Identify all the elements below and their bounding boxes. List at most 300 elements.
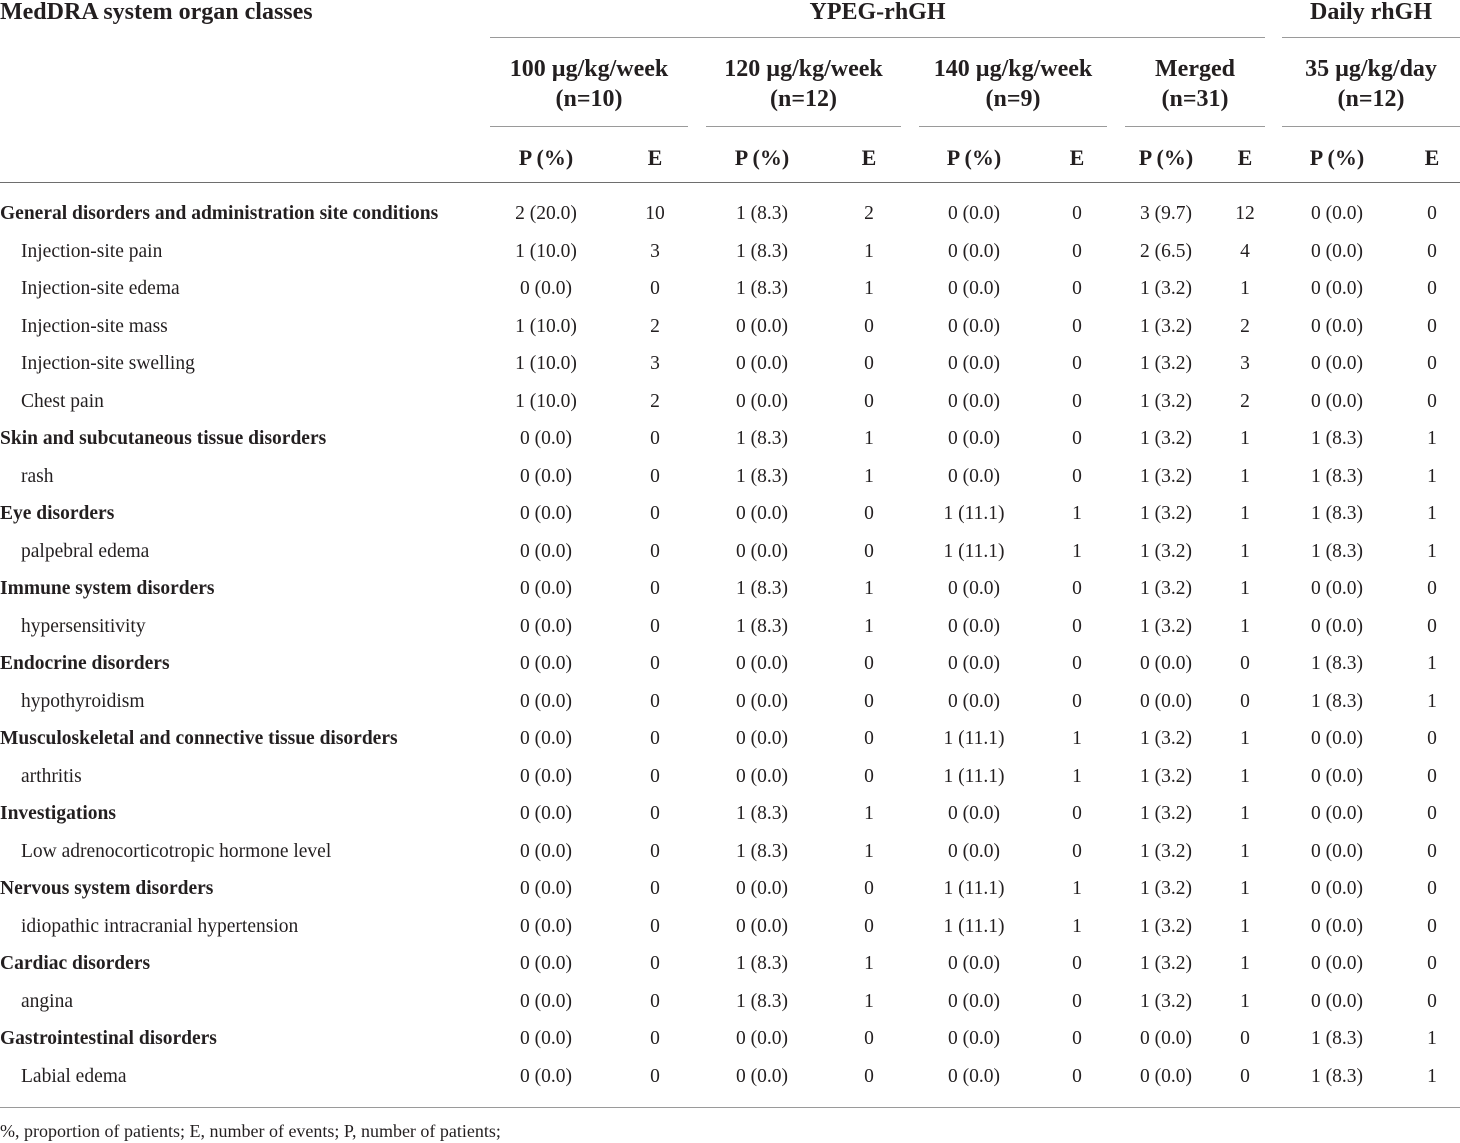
events-cell: 1 bbox=[864, 990, 874, 1012]
patients-cell: 0 (0.0) bbox=[1140, 653, 1192, 674]
patients-cell: 1 (11.1) bbox=[943, 765, 1005, 787]
adverse-event-row bbox=[0, 345, 1460, 383]
patients-cell: 0 (0.0) bbox=[948, 315, 1000, 337]
row-label: Injection-site pain bbox=[21, 240, 163, 262]
patients-cell: 0 (0.0) bbox=[1311, 765, 1363, 787]
row-label: Labial edema bbox=[21, 1065, 127, 1087]
patients-cell: 0 (0.0) bbox=[948, 203, 1000, 224]
dose-label: 140 µg/kg/week bbox=[933, 56, 1093, 82]
patients-cell: 1 (11.1) bbox=[943, 728, 1005, 749]
dose-column-header bbox=[490, 54, 688, 114]
patients-cell: 0 (0.0) bbox=[948, 240, 1000, 262]
patients-cell: 0 (0.0) bbox=[948, 840, 1000, 862]
events-cell: 0 bbox=[1427, 390, 1437, 412]
adverse-event-row bbox=[0, 908, 1460, 946]
events-cell: 0 bbox=[1072, 353, 1082, 374]
patients-cell: 0 (0.0) bbox=[948, 428, 1000, 449]
patients-cell: 0 (0.0) bbox=[520, 540, 572, 562]
row-label: Low adrenocorticotropic hormone level bbox=[21, 840, 332, 862]
events-cell: 0 bbox=[1427, 315, 1437, 337]
events-cell: 0 bbox=[1072, 278, 1082, 299]
patients-cell: 1 (8.3) bbox=[736, 953, 788, 974]
row-label: hypersensitivity bbox=[21, 615, 146, 637]
events-cell: 0 bbox=[650, 1065, 660, 1087]
patients-cell: 1 (8.3) bbox=[736, 465, 788, 487]
events-cell: 2 bbox=[650, 315, 660, 337]
organ-class-row bbox=[0, 645, 1460, 683]
adverse-event-row bbox=[0, 383, 1460, 421]
patients-cell: 0 (0.0) bbox=[736, 728, 788, 749]
patients-cell: 1 (3.2) bbox=[1140, 315, 1192, 337]
dose-rule bbox=[706, 126, 901, 127]
events-cell: 1 bbox=[1427, 653, 1437, 674]
events-cell: 1 bbox=[1240, 428, 1250, 449]
patients-cell: 1 (3.2) bbox=[1140, 878, 1192, 899]
patients-cell: 1 (3.2) bbox=[1140, 840, 1192, 862]
events-cell: 0 bbox=[650, 915, 660, 937]
events-cell: 1 bbox=[1240, 503, 1250, 524]
events-cell: 0 bbox=[864, 315, 874, 337]
header-bottom-rule bbox=[0, 182, 1460, 183]
patients-cell: 1 (3.2) bbox=[1140, 953, 1192, 974]
organ-class-row bbox=[0, 870, 1460, 908]
row-label: Chest pain bbox=[21, 390, 104, 412]
events-cell: 0 bbox=[1072, 315, 1082, 337]
patients-cell: 0 (0.0) bbox=[520, 878, 572, 899]
patients-cell: 0 (0.0) bbox=[948, 390, 1000, 412]
adverse-event-row bbox=[0, 983, 1460, 1021]
events-cell: 0 bbox=[1427, 240, 1437, 262]
patients-cell: 0 (0.0) bbox=[520, 465, 572, 487]
patients-cell: 1 (10.0) bbox=[515, 315, 577, 337]
events-cell: 1 bbox=[864, 240, 874, 262]
dose-column-header bbox=[1125, 54, 1265, 114]
sub-column-header: P (%) bbox=[946, 145, 1002, 170]
patients-cell: 1 (8.3) bbox=[1311, 1065, 1363, 1087]
organ-class-row bbox=[0, 1020, 1460, 1058]
patients-cell: 1 (10.0) bbox=[515, 353, 577, 374]
events-cell: 1 bbox=[864, 953, 874, 974]
events-cell: 1 bbox=[1427, 540, 1437, 562]
events-cell: 1 bbox=[1427, 690, 1437, 712]
events-cell: 1 bbox=[1072, 878, 1082, 899]
events-cell: 1 bbox=[1072, 915, 1082, 937]
events-cell: 0 bbox=[1427, 615, 1437, 637]
patients-cell: 1 (8.3) bbox=[1311, 540, 1363, 562]
patients-cell: 0 (0.0) bbox=[736, 653, 788, 674]
row-label: hypothyroidism bbox=[21, 690, 145, 712]
events-cell: 0 bbox=[864, 1028, 874, 1049]
adverse-event-row bbox=[0, 833, 1460, 871]
events-cell: 0 bbox=[864, 540, 874, 562]
row-label: Eye disorders bbox=[0, 503, 115, 524]
events-cell: 0 bbox=[650, 503, 660, 524]
row-label: Nervous system disorders bbox=[0, 878, 214, 899]
patients-cell: 1 (3.2) bbox=[1140, 353, 1192, 374]
patients-cell: 1 (8.3) bbox=[736, 203, 788, 224]
patients-cell: 0 (0.0) bbox=[520, 803, 572, 824]
patients-cell: 0 (0.0) bbox=[948, 353, 1000, 374]
patients-cell: 0 (0.0) bbox=[948, 1065, 1000, 1087]
events-cell: 1 bbox=[1072, 765, 1082, 787]
events-cell: 0 bbox=[1072, 953, 1082, 974]
events-cell: 2 bbox=[1240, 390, 1250, 412]
row-label: Skin and subcutaneous tissue disorders bbox=[0, 428, 327, 449]
organ-class-row bbox=[0, 720, 1460, 758]
events-cell: 0 bbox=[650, 990, 660, 1012]
patients-cell: 0 (0.0) bbox=[736, 690, 788, 712]
patients-cell: 0 (0.0) bbox=[948, 1028, 1000, 1049]
events-cell: 0 bbox=[650, 1028, 660, 1049]
events-cell: 0 bbox=[864, 653, 874, 674]
sub-column-header: E bbox=[861, 145, 877, 170]
patients-cell: 0 (0.0) bbox=[1140, 1065, 1192, 1087]
events-cell: 1 bbox=[1240, 278, 1250, 299]
patients-cell: 1 (11.1) bbox=[943, 878, 1005, 899]
events-cell: 1 bbox=[864, 578, 874, 599]
patients-cell: 0 (0.0) bbox=[736, 765, 788, 787]
sub-column-header: E bbox=[1069, 145, 1085, 170]
adverse-event-row bbox=[0, 683, 1460, 721]
events-cell: 1 bbox=[1427, 503, 1437, 524]
patients-cell: 0 (0.0) bbox=[736, 503, 788, 524]
events-cell: 3 bbox=[650, 240, 660, 262]
patients-cell: 0 (0.0) bbox=[1311, 728, 1363, 749]
dose-label: 120 µg/kg/week bbox=[724, 56, 883, 82]
organ-class-row bbox=[0, 795, 1460, 833]
organ-class-row bbox=[0, 195, 1460, 233]
patients-cell: 0 (0.0) bbox=[520, 840, 572, 862]
patients-cell: 0 (0.0) bbox=[1311, 915, 1363, 937]
events-cell: 0 bbox=[1072, 653, 1082, 674]
events-cell: 0 bbox=[1427, 353, 1437, 374]
row-label: Injection-site edema bbox=[21, 278, 180, 299]
events-cell: 1 bbox=[864, 803, 874, 824]
events-cell: 0 bbox=[650, 578, 660, 599]
patients-cell: 0 (0.0) bbox=[1311, 803, 1363, 824]
events-cell: 12 bbox=[1235, 203, 1255, 224]
adverse-event-row bbox=[0, 758, 1460, 796]
patients-cell: 0 (0.0) bbox=[520, 653, 572, 674]
events-cell: 1 bbox=[1240, 728, 1250, 749]
events-cell: 0 bbox=[864, 878, 874, 899]
group-header-ypeg-rhgh: YPEG-rhGH bbox=[809, 0, 946, 25]
patients-cell: 0 (0.0) bbox=[736, 353, 788, 374]
events-cell: 1 bbox=[1240, 578, 1250, 599]
adverse-event-row bbox=[0, 533, 1460, 571]
events-cell: 2 bbox=[1240, 315, 1250, 337]
events-cell: 0 bbox=[1072, 390, 1082, 412]
patients-cell: 0 (0.0) bbox=[948, 803, 1000, 824]
events-cell: 0 bbox=[864, 690, 874, 712]
events-cell: 0 bbox=[1072, 203, 1082, 224]
events-cell: 4 bbox=[1240, 240, 1250, 262]
sub-column-header: P (%) bbox=[518, 145, 574, 170]
events-cell: 0 bbox=[1427, 203, 1437, 224]
dose-n: (n=9) bbox=[985, 86, 1041, 112]
group-rule-ypeg bbox=[490, 37, 1265, 38]
row-label: arthritis bbox=[21, 765, 82, 787]
events-cell: 1 bbox=[864, 840, 874, 862]
events-cell: 1 bbox=[1240, 803, 1250, 824]
dose-label: Merged bbox=[1155, 56, 1235, 82]
dose-column-header bbox=[1282, 54, 1460, 114]
events-cell: 0 bbox=[864, 728, 874, 749]
events-cell: 0 bbox=[1072, 840, 1082, 862]
events-cell: 0 bbox=[1427, 840, 1437, 862]
patients-cell: 0 (0.0) bbox=[1311, 315, 1363, 337]
events-cell: 1 bbox=[1072, 540, 1082, 562]
events-cell: 1 bbox=[1240, 540, 1250, 562]
patients-cell: 1 (3.2) bbox=[1140, 390, 1192, 412]
patients-cell: 0 (0.0) bbox=[520, 428, 572, 449]
patients-cell: 1 (8.3) bbox=[736, 240, 788, 262]
table-footnote: %, proportion of patients; E, number of events; P, number of patients; bbox=[0, 1121, 501, 1141]
patients-cell: 0 (0.0) bbox=[1140, 1028, 1192, 1049]
events-cell: 0 bbox=[1072, 1065, 1082, 1087]
group-rule-daily bbox=[1282, 37, 1460, 38]
events-cell: 0 bbox=[650, 465, 660, 487]
patients-cell: 0 (0.0) bbox=[1311, 615, 1363, 637]
row-label: Musculoskeletal and connective tissue disorders bbox=[0, 728, 398, 749]
events-cell: 0 bbox=[1072, 690, 1082, 712]
dose-rule bbox=[1125, 126, 1265, 127]
events-cell: 0 bbox=[864, 765, 874, 787]
patients-cell: 1 (8.3) bbox=[1311, 465, 1363, 487]
events-cell: 1 bbox=[1072, 728, 1082, 749]
row-label: palpebral edema bbox=[21, 540, 150, 562]
group-header-daily-rhgh: Daily rhGH bbox=[1309, 0, 1432, 25]
dose-n: (n=12) bbox=[1337, 86, 1405, 112]
sub-column-header: P (%) bbox=[1138, 145, 1194, 170]
patients-cell: 1 (3.2) bbox=[1140, 915, 1192, 937]
events-cell: 1 bbox=[1240, 465, 1250, 487]
patients-cell: 1 (8.3) bbox=[1311, 503, 1363, 524]
events-cell: 0 bbox=[1072, 428, 1082, 449]
sub-column-header: E bbox=[1237, 145, 1253, 170]
events-cell: 0 bbox=[650, 840, 660, 862]
patients-cell: 1 (3.2) bbox=[1140, 465, 1192, 487]
events-cell: 0 bbox=[1240, 1065, 1250, 1087]
events-cell: 0 bbox=[864, 353, 874, 374]
patients-cell: 0 (0.0) bbox=[736, 315, 788, 337]
row-label: Injection-site swelling bbox=[21, 353, 195, 374]
patients-cell: 0 (0.0) bbox=[520, 503, 572, 524]
patients-cell: 2 (20.0) bbox=[515, 203, 577, 224]
patients-cell: 0 (0.0) bbox=[948, 690, 1000, 712]
patients-cell: 0 (0.0) bbox=[520, 953, 572, 974]
patients-cell: 0 (0.0) bbox=[948, 278, 1000, 299]
sub-column-header: P (%) bbox=[734, 145, 790, 170]
events-cell: 0 bbox=[650, 615, 660, 637]
patients-cell: 1 (8.3) bbox=[736, 803, 788, 824]
patients-cell: 1 (8.3) bbox=[1311, 690, 1363, 712]
patients-cell: 0 (0.0) bbox=[948, 578, 1000, 599]
events-cell: 0 bbox=[1427, 765, 1437, 787]
patients-cell: 1 (3.2) bbox=[1140, 803, 1192, 824]
row-label: Gastrointestinal disorders bbox=[0, 1028, 217, 1049]
dose-label: 35 µg/kg/day bbox=[1305, 56, 1437, 82]
patients-cell: 1 (11.1) bbox=[943, 540, 1005, 562]
events-cell: 0 bbox=[1240, 690, 1250, 712]
events-cell: 1 bbox=[1427, 1065, 1437, 1087]
events-cell: 0 bbox=[1072, 615, 1082, 637]
patients-cell: 0 (0.0) bbox=[736, 540, 788, 562]
events-cell: 0 bbox=[1427, 578, 1437, 599]
patients-cell: 1 (8.3) bbox=[736, 840, 788, 862]
events-cell: 0 bbox=[1427, 803, 1437, 824]
events-cell: 0 bbox=[864, 503, 874, 524]
patients-cell: 1 (3.2) bbox=[1140, 578, 1192, 599]
adverse-event-row bbox=[0, 458, 1460, 496]
events-cell: 1 bbox=[1240, 915, 1250, 937]
patients-cell: 1 (8.3) bbox=[1311, 1028, 1363, 1049]
row-label: rash bbox=[21, 465, 54, 487]
row-label: Investigations bbox=[0, 803, 116, 824]
patients-cell: 1 (3.2) bbox=[1140, 615, 1192, 637]
patients-cell: 0 (0.0) bbox=[1311, 578, 1363, 599]
patients-cell: 0 (0.0) bbox=[736, 915, 788, 937]
events-cell: 0 bbox=[864, 915, 874, 937]
events-cell: 0 bbox=[864, 390, 874, 412]
events-cell: 0 bbox=[650, 540, 660, 562]
patients-cell: 1 (8.3) bbox=[1311, 428, 1363, 449]
patients-cell: 0 (0.0) bbox=[520, 765, 572, 787]
patients-cell: 1 (3.2) bbox=[1140, 728, 1192, 749]
events-cell: 0 bbox=[1240, 1028, 1250, 1049]
patients-cell: 0 (0.0) bbox=[520, 990, 572, 1012]
patients-cell: 1 (8.3) bbox=[736, 578, 788, 599]
patients-cell: 1 (8.3) bbox=[736, 278, 788, 299]
events-cell: 1 bbox=[1427, 465, 1437, 487]
patients-cell: 0 (0.0) bbox=[948, 653, 1000, 674]
events-cell: 0 bbox=[1427, 953, 1437, 974]
patients-cell: 0 (0.0) bbox=[1311, 240, 1363, 262]
events-cell: 1 bbox=[1072, 503, 1082, 524]
events-cell: 0 bbox=[650, 428, 660, 449]
events-cell: 0 bbox=[650, 278, 660, 299]
patients-cell: 0 (0.0) bbox=[1140, 690, 1192, 712]
events-cell: 1 bbox=[1427, 428, 1437, 449]
sub-column-header: P (%) bbox=[1309, 145, 1365, 170]
adverse-event-row bbox=[0, 270, 1460, 308]
organ-class-row bbox=[0, 570, 1460, 608]
patients-cell: 0 (0.0) bbox=[1311, 278, 1363, 299]
patients-cell: 1 (3.2) bbox=[1140, 765, 1192, 787]
patients-cell: 1 (8.3) bbox=[736, 990, 788, 1012]
patients-cell: 0 (0.0) bbox=[1311, 353, 1363, 374]
events-cell: 1 bbox=[1240, 840, 1250, 862]
events-cell: 2 bbox=[650, 390, 660, 412]
patients-cell: 1 (8.3) bbox=[736, 615, 788, 637]
events-cell: 1 bbox=[864, 428, 874, 449]
patients-cell: 0 (0.0) bbox=[1311, 390, 1363, 412]
patients-cell: 0 (0.0) bbox=[948, 990, 1000, 1012]
patients-cell: 0 (0.0) bbox=[736, 1065, 788, 1087]
events-cell: 1 bbox=[1240, 765, 1250, 787]
patients-cell: 1 (3.2) bbox=[1140, 428, 1192, 449]
events-cell: 0 bbox=[650, 878, 660, 899]
events-cell: 3 bbox=[1240, 353, 1250, 374]
patients-cell: 0 (0.0) bbox=[948, 953, 1000, 974]
dose-rule bbox=[490, 126, 688, 127]
patients-cell: 0 (0.0) bbox=[736, 878, 788, 899]
row-label: Injection-site mass bbox=[21, 315, 168, 337]
patients-cell: 0 (0.0) bbox=[948, 465, 1000, 487]
row-label: idiopathic intracranial hypertension bbox=[21, 915, 299, 937]
events-cell: 0 bbox=[1072, 990, 1082, 1012]
events-cell: 0 bbox=[650, 690, 660, 712]
patients-cell: 0 (0.0) bbox=[736, 1028, 788, 1049]
events-cell: 1 bbox=[1240, 953, 1250, 974]
patients-cell: 0 (0.0) bbox=[520, 728, 572, 749]
stub-column-header: MedDRA system organ classes bbox=[0, 0, 313, 25]
dose-column-header bbox=[919, 54, 1107, 114]
events-cell: 0 bbox=[1072, 1028, 1082, 1049]
patients-cell: 0 (0.0) bbox=[520, 578, 572, 599]
dose-n: (n=10) bbox=[555, 86, 623, 112]
adverse-event-row bbox=[0, 308, 1460, 346]
patients-cell: 1 (3.2) bbox=[1140, 540, 1192, 562]
row-label: Immune system disorders bbox=[0, 578, 215, 599]
patients-cell: 0 (0.0) bbox=[1311, 203, 1363, 224]
organ-class-row bbox=[0, 495, 1460, 533]
events-cell: 0 bbox=[650, 653, 660, 674]
patients-cell: 0 (0.0) bbox=[520, 615, 572, 637]
patients-cell: 0 (0.0) bbox=[520, 278, 572, 299]
row-label: General disorders and administration site conditions bbox=[0, 203, 439, 224]
events-cell: 0 bbox=[1427, 878, 1437, 899]
patients-cell: 0 (0.0) bbox=[736, 390, 788, 412]
events-cell: 0 bbox=[650, 765, 660, 787]
dose-label: 100 µg/kg/week bbox=[509, 56, 669, 82]
events-cell: 1 bbox=[864, 465, 874, 487]
row-label: Endocrine disorders bbox=[0, 653, 170, 674]
patients-cell: 0 (0.0) bbox=[1311, 990, 1363, 1012]
events-cell: 0 bbox=[864, 1065, 874, 1087]
events-cell: 0 bbox=[1427, 278, 1437, 299]
events-cell: 0 bbox=[1072, 465, 1082, 487]
events-cell: 0 bbox=[1427, 728, 1437, 749]
events-cell: 0 bbox=[1072, 578, 1082, 599]
patients-cell: 0 (0.0) bbox=[1311, 953, 1363, 974]
organ-class-row bbox=[0, 945, 1460, 983]
events-cell: 1 bbox=[864, 278, 874, 299]
patients-cell: 0 (0.0) bbox=[1311, 840, 1363, 862]
events-cell: 0 bbox=[1072, 803, 1082, 824]
events-cell: 1 bbox=[864, 615, 874, 637]
row-label: angina bbox=[21, 990, 73, 1012]
events-cell: 10 bbox=[645, 203, 665, 224]
events-cell: 1 bbox=[1427, 1028, 1437, 1049]
events-cell: 0 bbox=[650, 953, 660, 974]
events-cell: 0 bbox=[1240, 653, 1250, 674]
patients-cell: 2 (6.5) bbox=[1140, 240, 1192, 262]
organ-class-row bbox=[0, 420, 1460, 458]
patients-cell: 1 (11.1) bbox=[943, 503, 1005, 524]
adverse-event-row bbox=[0, 608, 1460, 646]
patients-cell: 3 (9.7) bbox=[1140, 203, 1192, 224]
row-label: Cardiac disorders bbox=[0, 953, 151, 974]
dose-n: (n=12) bbox=[769, 86, 837, 112]
events-cell: 2 bbox=[864, 203, 874, 224]
events-cell: 0 bbox=[1427, 915, 1437, 937]
events-cell: 1 bbox=[1240, 990, 1250, 1012]
adverse-event-row bbox=[0, 233, 1460, 271]
patients-cell: 1 (11.1) bbox=[943, 915, 1005, 937]
events-cell: 3 bbox=[650, 353, 660, 374]
sub-column-header: E bbox=[647, 145, 663, 170]
